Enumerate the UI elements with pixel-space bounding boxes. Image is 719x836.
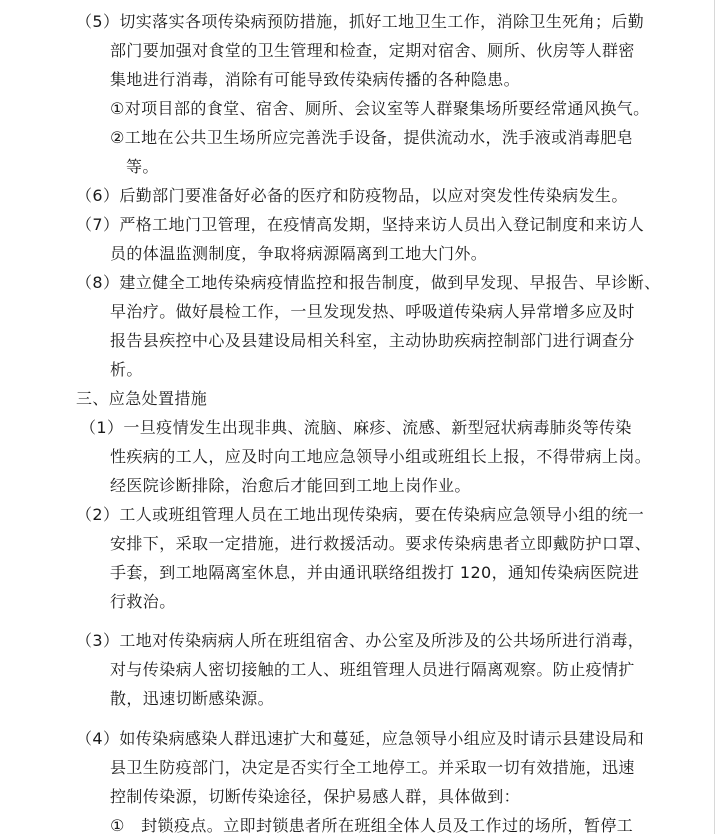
text-line: 报告县疾控中心及县建设局相关科室，主动协助疾病控制部门进行调查分 — [110, 331, 635, 350]
text-line: 安排下，采取一定措施，进行救援活动。要求传染病患者立即戴防护口罩、 — [110, 534, 652, 553]
text-line: 性疾病的工人，应及时向工地应急领导小组或班组长上报，不得带病上岗。 — [110, 447, 652, 466]
text-line: 手套，到工地隔离室休息，并由通讯联络组拨打 120，通知传染病医院进 — [110, 563, 640, 582]
text-line: （6）后勤部门要准备好必备的医疗和防疫物品，以应对突发性传染病发生。 — [76, 186, 628, 205]
text-line: （5）切实落实各项传染病预防措施，抓好工地卫生工作，消除卫生死角；后勤 — [76, 12, 645, 31]
text-line: （1）一旦疫情发生出现非典、流脑、麻疹、流感、新型冠状病毒肺炎等传染 — [80, 418, 632, 437]
text-line: 控制传染源，切断传染途径，保护易感人群，具体做到： — [110, 787, 521, 806]
text-line: ①对项目部的食堂、宿舍、厕所、会议室等人群聚集场所要经常通风换气。 — [110, 99, 650, 118]
text-line: 部门要加强对食堂的卫生管理和检查，定期对宿舍、厕所、伙房等人群密 — [110, 41, 635, 60]
text-line: ②工地在公共卫生场所应完善洗手设备，提供流动水，洗手液或消毒肥皂 — [110, 128, 634, 147]
text-line: 经医院诊断排除，治愈后才能回到工地上岗作业。 — [110, 476, 471, 495]
page-edge — [714, 0, 715, 834]
text-line: 析。 — [110, 360, 143, 379]
text-line: 早治疗。做好晨检工作，一旦发现发热、呼吸道传染病人异常增多应及时 — [110, 302, 635, 321]
text-line: 集地进行消毒，消除有可能导致传染病传播的各种隐患。 — [110, 70, 521, 89]
text-line: 员的体温监测制度，争取将病源隔离到工地大门外。 — [110, 244, 488, 263]
text-line: （2）工人或班组管理人员在工地出现传染病，要在传染病应急领导小组的统一 — [76, 505, 645, 524]
text-line: （8）建立健全工地传染病疫情监控和报告制度，做到早发现、早报告、早诊断、 — [76, 273, 661, 292]
text-line: ① 封锁疫点。立即封锁患者所在班组全体人员及工作过的场所，暂停工 — [110, 816, 634, 835]
section-heading: 三、应急处置措施 — [76, 389, 208, 408]
text-line: （7）严格工地门卫管理，在疫情高发期，坚持来访人员出入登记制度和来访人 — [76, 215, 645, 234]
text-line: （4）如传染病感染人群迅速扩大和蔓延，应急领导小组应及时请示县建设局和 — [76, 729, 645, 748]
text-line: 等。 — [126, 157, 159, 176]
text-line: （3）工地对传染病病人所在班组宿舍、办公室及所涉及的公共场所进行消毒， — [76, 631, 645, 650]
text-line: 行救治。 — [110, 592, 176, 611]
text-line: 对与传染病人密切接触的工人、班组管理人员进行隔离观察。防止疫情扩 — [110, 660, 635, 679]
text-line: 散，迅速切断感染源。 — [110, 689, 275, 708]
text-line: 县卫生防疫部门，决定是否实行全工地停工。并采取一切有效措施，迅速 — [110, 758, 635, 777]
